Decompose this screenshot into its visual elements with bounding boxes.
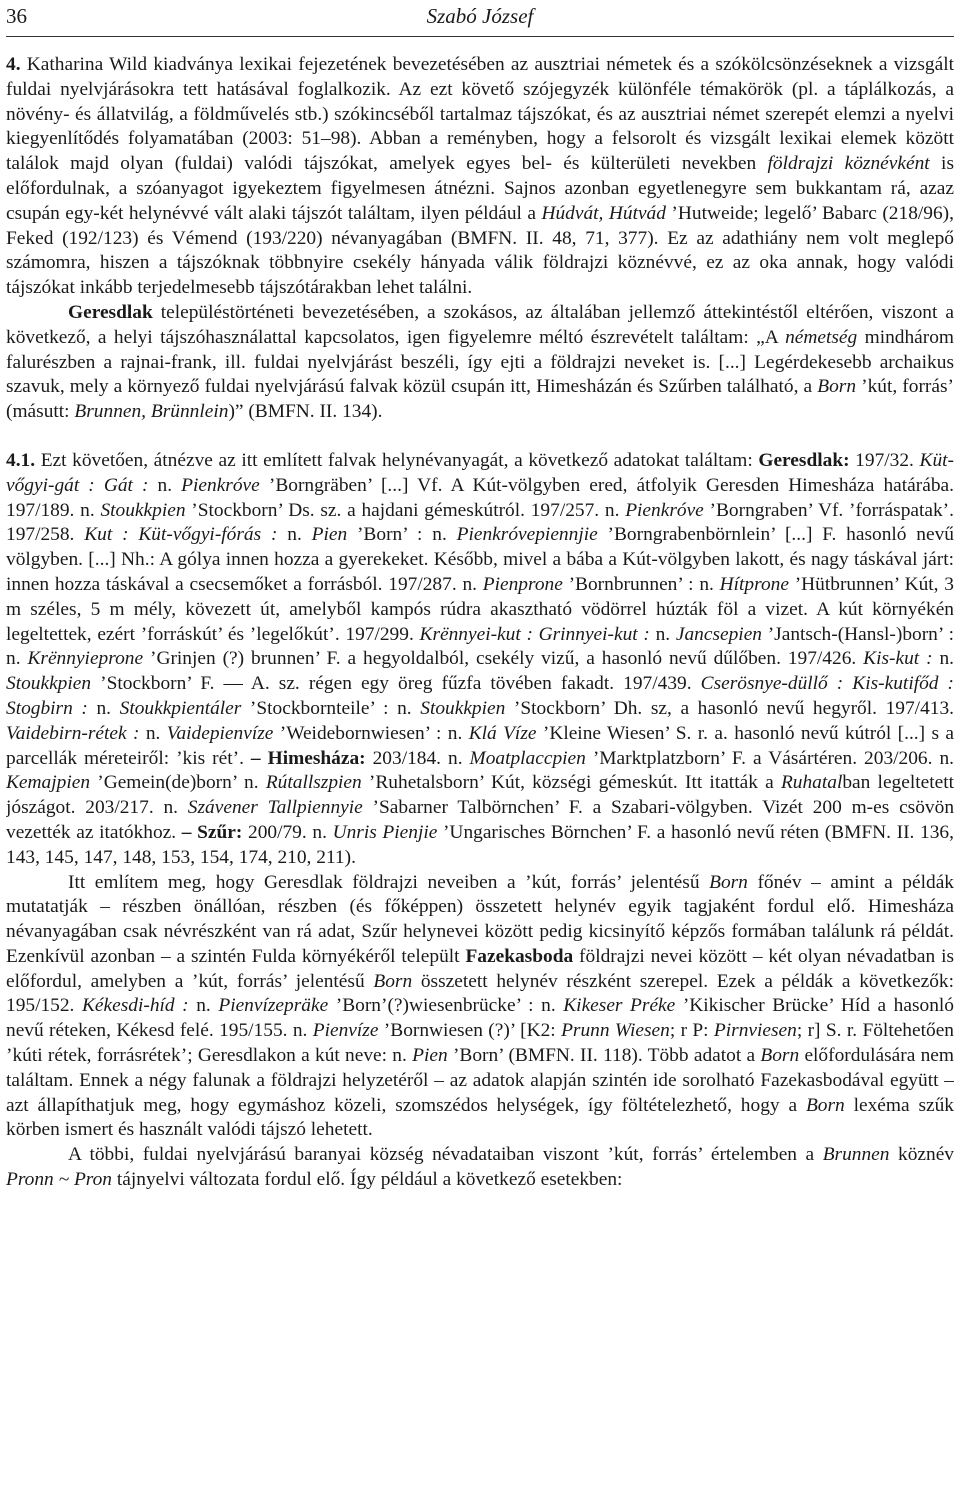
text-run: összetett helynév részként szerepel. Ezek a példák a következők: 195/152. (6, 970, 954, 1017)
italic-text: Vaidepienvíze (166, 722, 274, 744)
italic-text: Ruhatal (780, 772, 843, 794)
italic-text: Brunnen, Brünnlein (74, 401, 229, 423)
italic-text: Born (817, 376, 857, 398)
italic-text: Prunn Wiesen (561, 1020, 670, 1042)
text-run: n. (148, 474, 182, 496)
italic-text: Klá Víze (468, 722, 537, 744)
text-run: ’Borngräben’ [...] Vf. A Kút-völgyben ered, átfolyik Geresden Himesháza határába. 197/189. n. (6, 474, 954, 521)
italic-text: Pronn ~ Pron (6, 1169, 113, 1191)
italic-text: Stoukkpien (6, 673, 92, 695)
italic-text: Kikeser Préke (563, 995, 676, 1017)
bold-text: 4.1. (6, 449, 36, 471)
text-run: n. (139, 722, 167, 744)
text-run: )” (BMFN. II. 134). (228, 401, 383, 423)
text-run: ; r P: (669, 1020, 714, 1042)
text-run: ’Gemein(de)born’ n. (90, 772, 266, 794)
italic-text: Born (760, 1045, 800, 1067)
italic-text: Brunnen (822, 1144, 890, 1166)
italic-text: Pien (311, 524, 348, 546)
italic-text: Pienkróve (181, 474, 260, 496)
text-run: Ezt követően, átnézve az itt említett falvak helynévanyagát, a következő adatokat találtam: (35, 449, 759, 471)
text-run: n. (932, 648, 954, 670)
text-run: ’Born’(?)wiesenbrücke’ : n. (328, 995, 564, 1017)
italic-text: Born (805, 1094, 845, 1116)
italic-text: Pienkróve (625, 499, 704, 521)
text-run: ’Stockborn’ Dh. sz, a hasonló nevű hegyről. 197/413. (505, 697, 954, 719)
text-run: ’Grinjen (?) brunnen’ F. a hegyoldalból, csekély vizű, a hasonló nevű dűlőben. 197/426. (143, 648, 864, 670)
italic-text: Krënnyieprone (27, 648, 144, 670)
text-run: Katharina Wild kiadványa lexikai fejezetének bevezetésében az ausztriai németek és a szókölcsönzéseknek a vizsgált fuldai nyelvjárásokra tett hatásával foglalkozik. Az ezt követő szójegyzék különféle témakörök (pl. a táplálkozás, a növény- és állatvilág, a földművelés stb.) szókincséből tartalmaz tájszókat, és az ausztriai német szerepét elemzi a nyelvi kiegyenlítődés folyamatában (2003: 51–98). Abban a reményben, hogy a felsorolt és vizsgált lexikai elemek között találok majd olyan (fuldai) valódi tájszókat, amelyek egyes bel- és külterületi nevekben (6, 54, 954, 175)
text-run: 203/184. n. (365, 747, 470, 769)
italic-text: Kékesdi-híd : (81, 995, 189, 1017)
text-run: n. (277, 524, 312, 546)
paragraph (6, 1143, 954, 1193)
italic-text: Rútallszpien (265, 772, 362, 794)
bold-text: Geresdlak (68, 301, 153, 323)
running-header (6, 0, 954, 37)
italic-text: Moatplaccpien (469, 747, 586, 769)
italic-text: földrajzi köznévként (767, 153, 930, 175)
italic-text: Born (709, 871, 748, 893)
italic-text: Stoukkpien (100, 499, 186, 521)
text-run: Itt említem meg, hogy Geresdlak földrajzi neveiben a ’kút, forrás’ jelentésű (68, 871, 710, 893)
text-run: lexéma szűk körben ismert és használt valódi tájszó lehetett. (6, 1094, 954, 1141)
text-run: ’Kleine Wiesen’ S. r. a. hasonló nevű kútról [...] s a parcellák méreteiről: ’kis rét’. (6, 722, 954, 769)
italic-text: Vaidebirn-rétek : (6, 722, 140, 744)
text-run: köznév (889, 1144, 954, 1166)
text-run: A többi, fuldai nyelvjárású baranyai község névadataiban viszont ’kút, forrás’ értelemben a (68, 1144, 823, 1166)
text-run: ’Weidebornwiesen’ : n. (273, 722, 469, 744)
text-run: településtörténeti bevezetésében, a szokásos, az általában jellemző áttekintéstől eltérően, viszont a következő, a helyi tájszóhasználattal kapcsolatos, igen figyelemre méltó észrevételt találtam: „A (6, 301, 954, 348)
italic-text: Pienvízepräke (218, 995, 329, 1017)
text-run: főnév – amint a példák mutatatják – részben önállóan, részben (és főképpen) összetett helynév egyik tagjaként fordul elő. Himesháza névanyagában csak névrészként van rá adat, Szűr helynevei között pedig kicsinyítő képzős formában találunk rá példát. Ezenkívül azonban – a szintén Fulda környékéről települt (6, 871, 954, 967)
italic-text: Hítprone (719, 573, 789, 595)
running-head-author: Szabó József (426, 4, 534, 28)
text-run: tájnyelvi változata fordul elő. Így például a következő esetekben: (112, 1169, 623, 1191)
document-body (6, 37, 954, 1193)
text-run: ’Born’ : n. (347, 524, 457, 546)
text-run: ; r] S. r. Föltehetően ’kúti rétek, forrásrétek’; Geresdlakon a kút neve: n. (6, 1020, 954, 1067)
text-run: 200/79. n. (242, 821, 333, 843)
text-run: ’Stockbornteile’ : n. (241, 697, 421, 719)
italic-text: németség (785, 326, 858, 348)
text-run: előfordulására nem találtam. Ennek a négy falunak a földrajzi helyzetéről – az adatok alapján szintén ide sorolható Fazekasbodával együtt – azt állapíthatjuk meg, hogy egymáshoz közeli, szomszédos helységek, így föltételezhető, hogy a (6, 1045, 954, 1116)
italic-text: Pienprone (482, 573, 563, 595)
text-run: 197/32. (849, 449, 920, 471)
italic-text: Pien (412, 1045, 448, 1067)
text-run: is előfordulnak, a szóanyagot igyekeztem figyelmesen átnézni. Sajnos azonban egyetlenegyre sem bukkantam rá, azaz csupán egy-két helynévvé vált alaki tájszót találtam, ilyen például a (6, 153, 954, 224)
text-run: ’Bornbrunnen’ : n. (562, 573, 720, 595)
text-run: ’Sabarner Talbörnchen’ F. a Szabari-völgyben. Vizét 200 m-es csövön vezették az itatókhoz. (6, 797, 954, 843)
italic-text: Küt-vőgyi-gát : Gát : (6, 449, 954, 496)
italic-text: Kut : Küt-vőgyi-fórás : (84, 524, 278, 546)
paragraph (6, 301, 954, 425)
document-page (6, 0, 954, 1496)
text-run: ’Marktplatzborn’ F. a Vásártéren. 203/206. n. (585, 747, 954, 769)
text-run: n. (649, 623, 676, 645)
text-run: ’Jantsch-(Hansl-)born’ : n. (6, 623, 954, 670)
italic-text: Kis-kut : (863, 648, 933, 670)
italic-text: Krënnyei-kut : Grinnyei-kut : (419, 623, 650, 645)
italic-text: Kemajpien (6, 772, 91, 794)
bold-text: Fazekasboda (465, 945, 574, 967)
text-run: ’Stockborn’ Ds. sz. a hajdani gémeskútról. 197/257. n. (185, 499, 626, 521)
bold-text: 4. (6, 54, 21, 75)
page-number: 36 (6, 4, 27, 28)
paragraph (6, 871, 954, 1144)
italic-text: Stoukkpientáler (119, 697, 242, 719)
text-run: n. (188, 995, 219, 1017)
text-run: ban legeltetett jószágot. 203/217. n. (6, 772, 954, 819)
paragraph (6, 53, 954, 301)
text-run: ’Stockborn’ F. — A. sz. régen egy öreg fűzfa tövében fakadt. 197/439. (91, 673, 701, 695)
italic-text: Stoukkpien (420, 697, 506, 719)
italic-text: Szávener Tallpiennyie (187, 797, 363, 819)
text-run: ’Hütbrunnen’ Kút, 3 m széles, 5 m mély, kövezett út, amelyből kampós rúdra akasztható vödörrel húzták föl a vizet. A kút környékén legeltettek, ezért ’forráskút’ és ’legelőkút’. 197/299. (6, 573, 954, 645)
bold-text: – Himesháza: (250, 747, 366, 769)
text-run: ’Borngraben’ Vf. ’forráspatak’. 197/258. (6, 499, 954, 546)
italic-text: Pirnviesen (713, 1020, 797, 1042)
text-run: ’Hutweide; legelő’ Babarc (218/96), Feked (192/123) és Vémend (193/220) névanyagában (BMFN. II. 48, 71, 377). Ez az adathiány nem volt meglepő számomra, hiszen a tájszóknak többnyire csekély hányada válik földrajzi köznévvé, ez az oka annak, hogy valódi tájszókat inkább terjedelmesebb tájszótárakban lehet találni. (6, 202, 954, 299)
text-run: ’Bornwiesen (?)’ [K2: (378, 1020, 562, 1042)
italic-text: Jancsepien (675, 623, 762, 645)
italic-text: Pienvíze (312, 1020, 379, 1042)
text-run: n. (87, 697, 120, 719)
text-run: földrajzi nevei között – két olyan névadatban is előfordul, amelyben a ’kút, forrás’ jelentésű (6, 945, 954, 992)
italic-text: Born (373, 970, 413, 992)
text-run: ’kút, forrás’ (másutt: (6, 376, 954, 423)
italic-text: Unris Pienjie (332, 821, 438, 843)
text-run: ’Born’ (BMFN. II. 118). Több adatot a (447, 1045, 761, 1067)
paragraph (6, 449, 954, 871)
text-run: ’Ungarisches Börnchen’ F. a hasonló nevű réten (BMFN. II. 136, 143, 145, 147, 148, 153, 154, 174, 210, 211). (6, 821, 954, 868)
text-run: ’Ruhetalsborn’ Kút, községi gémeskút. Itt itatták a (361, 772, 781, 794)
text-run: ’Borngrabenbörnlein’ [...] F. hasonló nevű völgyben. [...] Nh.: A gólya innen hozza a gyerekeket. Később, mivel a bába a Kút-völgyben lakott, és nagy táskával járt: innen hozza táskával a csecsemőket a forrásból. 197/287. n. (6, 524, 954, 595)
bold-text: Geresdlak: (758, 449, 850, 471)
italic-text: Húdvát, Hútvád (541, 202, 666, 224)
text-run: mindhárom falurészben a rajnai-frank, ill. fuldai nyelvjárást beszéli, így ejti a földrajzi neveket is. [...] Legérdekesebb archaikus szavuk, mely a környező fuldai nyelvjárású falvak közül csupán itt, Himesházán és Szűrben található, a (6, 326, 954, 398)
text-run: ’Kikischer Brücke’ Híd a hasonló nevű réteken, Kékesd felé. 195/155. n. (6, 995, 954, 1042)
italic-text: Cserösnye-düllő : Kis-kutifőd : Stogbirn : (6, 673, 954, 719)
italic-text: Pienkróvepiennjie (456, 524, 598, 546)
bold-text: – Szűr: (181, 821, 243, 843)
